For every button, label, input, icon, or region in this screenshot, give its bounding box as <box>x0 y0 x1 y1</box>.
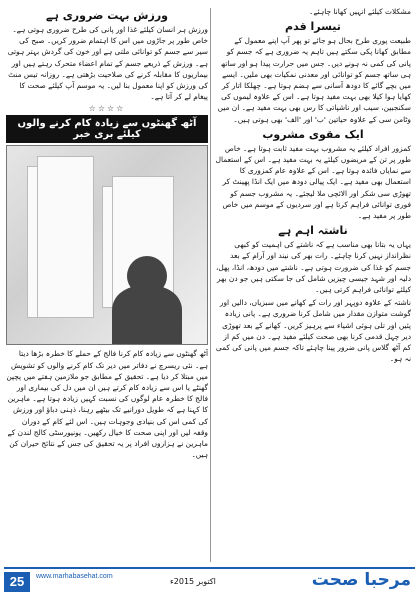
page-number: 25 <box>4 572 30 592</box>
section-paragraph: ورزش ہر انسان کیلئے غذا اور پانی کی طرح ضروری ہوتی ہے۔ خاص طور پر جاڑوں میں اس کا اہتمام ضرور کریں۔ صبح کی سیر سے جسم کو توانائی ملتی ہے اور خون کی گردش بہتر ہوتی ہے۔ ورزش کے ذریعے جسم کے تمام اعضاء متحرک رہتے ہیں اور بیماریوں کا مقابلہ کرنے کی صلاحیت بڑھتی ہے۔ روزانہ تیس منٹ کی ورزش کو اپنا معمول بنا لیں۔ یہ موسم آپ کیلئے صحت کا پیغام لے کر آتا ہے۔ <box>7 25 208 102</box>
section-paragraph: یہاں یہ بتانا بھی مناسب ہے کہ ناشتے کی اہمیت کو کبھی نظرانداز نہیں کرنا چاہئے۔ رات بھر کی نیند اور آرام کے بعد جسم کو غذا کی ضرورت ہوتی ہے۔ ناشتے میں دودھ، انڈا، پھل، دلیہ اور شہد جیسی چیزیں شامل کی جا سکتی ہیں جو دن بھر کیلئے توانائی فراہم کرتی ہیں۔ <box>216 240 411 295</box>
issue-date: اکتوبر 2015ء <box>170 577 216 586</box>
intro-line: مشکلات کیلئے انہیں کھانا چاہئے۔ <box>309 7 411 16</box>
website-url: www.marhabasehat.com <box>36 573 113 580</box>
footer-rule <box>4 567 415 569</box>
section-paragraph: طبیعت پوری طرح بحال ہو جائے تو پھر آپ اپنے معمول کے مطابق کھانا پکی سکتے ہیں تاہم یہ ضروری ہے کہ جسم کو پانی کی کمی نہ ہونے دیں۔ جس میں حرارت پیدا ہو اور ساتھ ہی ساتھ جسم کو توانائی اور معدنی نمکیات بھی ملیں۔ ایسے میں بچے گائے کا دودھ آسانی سے ہضم ہوتا ہے۔ چھلکا اتار کر کھایا ہوا کیلا بھی بہت مفید ہوتا ہے۔ اس کے علاوہ لیموں کی سکنجبین، سیب اور ناشپاتی کا رس بھی بہت مفید ہے۔ ان میں وٹامن سی کے علاوہ حیاتین 'ب' اور 'الف' بھی ہوتی ہیں۔ <box>217 36 411 124</box>
page-footer <box>0 565 419 595</box>
section-title-exercise: ورزش بہت ضروری ہے <box>45 9 168 22</box>
column-divider <box>210 8 211 562</box>
right-column <box>215 6 411 566</box>
article-headline: آٹھ گھنٹوں سے زیادہ کام کرنے والوں کیلئے بری خبر <box>6 115 208 143</box>
left-column <box>6 6 208 566</box>
section-title-breakfast: ناشتہ اہم ہے <box>278 224 348 238</box>
stars-divider: ☆☆☆☆ <box>88 104 126 114</box>
section-title-drink: ایک مقوی مشروب <box>262 127 364 141</box>
section-paragraph: کمزور افراد کیلئے یہ مشروب بہت مفید ثابت ہوتا ہے۔ خاص طور پر تن کے مریضوں کیلئے یہ بہت مفید ہے۔ اس کے استعمال سے نمایاں فائدہ ہوتا ہے۔ اس کے علاوہ عام کمزوری کا استعمال بھی مفید ہے۔ ایک پیالی دودھ میں ایک انڈا پھینٹ کر تھوڑی سی شکر اور الائچی ملا لیجئے۔ یہ مشروب جسم کو فوری توانائی فراہم کرتا ہے اور سردیوں کے موسم میں خاص طور پر مفید ہے۔ <box>215 143 411 221</box>
article-body: آٹھ گھنٹوں سے زیادہ کام کرنا فالج کے حملے کا خطرہ بڑھا دیتا ہے۔ نئی ریسرچ نے دفاتر میں دیر تک کام کرنے والوں کو تشویش میں مبتلا کر دیا ہے۔ تحقیق کے مطابق جو ملازمین ہفتے میں پچپن گھنٹے یا اس سے زیادہ کام کرتے ہیں ان میں دل کی بیماری اور فالج کا خطرہ عام لوگوں کی نسبت کہیں زیادہ ہوتا ہے۔ ماہرین کا کہنا ہے کہ طویل دورانیے تک بیٹھے رہنا، ذہنی دباؤ اور ورزش کی کمی اس کی بنیادی وجوہات ہیں۔ اس لئے کام کے دوران وقفہ لیں اور اپنی صحت کا خیال رکھیں۔ یونیورسٹی کالج لندن کے ماہرین نے ہزاروں افراد پر یہ تحقیق کی جس کے نتائج حیران کن ہیں۔ <box>6 349 208 460</box>
office-worker-photo <box>6 145 208 345</box>
magazine-logo: مرحبا صحت <box>311 570 411 590</box>
section-title-third-step: تیسرا قدم <box>285 20 341 34</box>
section-paragraph: ناشتہ کے علاوہ دوپہر اور رات کے کھانے میں سبزیاں، دالیں اور گوشت متوازن مقدار میں شامل کرنا ضروری ہے۔ پانی زیادہ پئیں اور تلی ہوئی اشیاء سے پرہیز کریں۔ کھانے کے بعد تھوڑی دیر چہل قدمی کرنا بھی صحت کیلئے مفید ہے۔ دن میں کم از کم آٹھ گلاس پانی ضرور پینا چاہئے تاکہ جسم میں پانی کی کمی نہ ہو۔ <box>215 298 411 364</box>
